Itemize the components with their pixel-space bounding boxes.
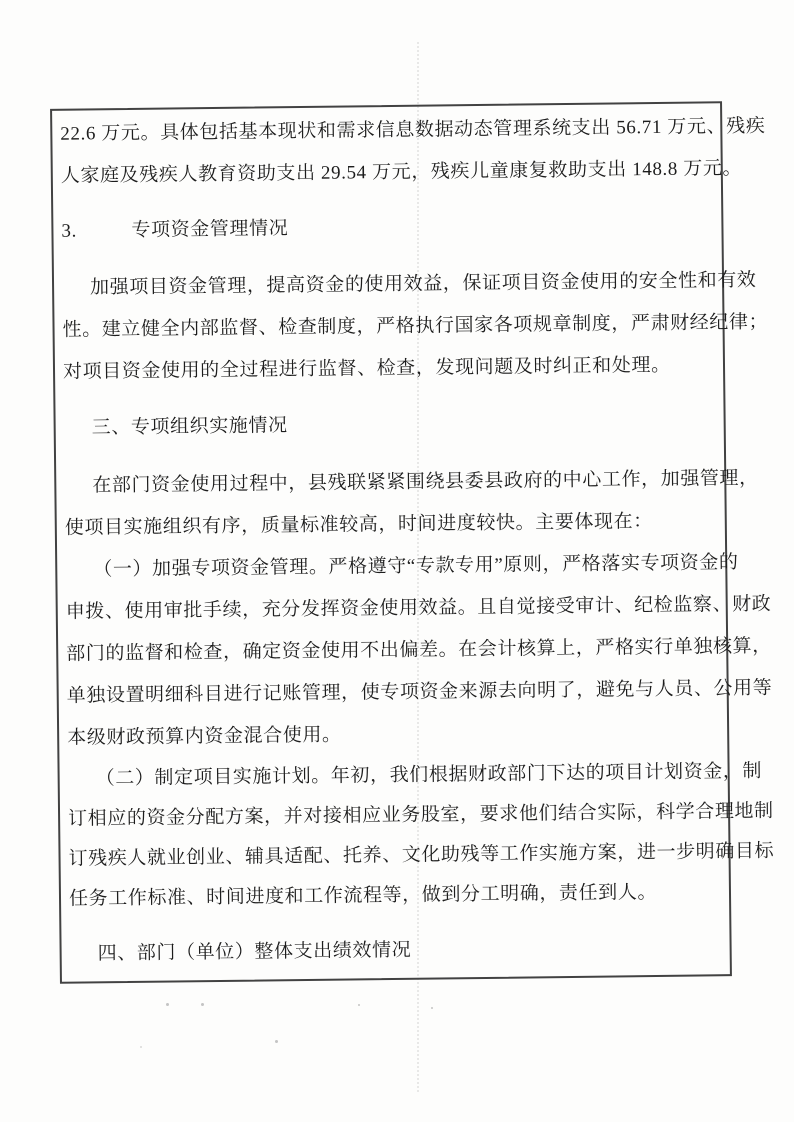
text-line: 部门的监督和检查，确定资金使用不出偏差。在会计核算上，严格实行单独核算， bbox=[66, 635, 772, 665]
heading-title: 专项资金管理情况 bbox=[131, 218, 289, 241]
text-line: 申拨、使用审批手续，充分发挥资金使用效益。且自觉接受审计、纪检监察、财政 bbox=[65, 593, 772, 623]
scan-speck bbox=[201, 1003, 204, 1006]
paragraph-fund-management bbox=[62, 260, 769, 393]
text-line: 任务工作标准、时间进度和工作流程等，做到分工明确，责任到人。 bbox=[68, 882, 658, 910]
heading-overall-expenditure: 四、部门（单位）整体支出绩效情况 bbox=[97, 939, 412, 965]
text-line: 本级财政预算内资金混合使用。 bbox=[67, 724, 342, 749]
scan-speck bbox=[358, 1004, 360, 1006]
scan-speck bbox=[140, 1046, 142, 1048]
paragraph-implementation-intro bbox=[64, 458, 759, 549]
text-line: 22.6 万元。具体包括基本现状和需求信息数据动态管理系统支出 56.71 万元、残疾 bbox=[60, 115, 766, 145]
text-line: 在部门资金使用过程中，县残联紧紧围绕县委县政府的中心工作，加强管理， bbox=[92, 467, 759, 497]
paragraph-item-one bbox=[65, 542, 773, 759]
paragraph-fund-breakdown bbox=[60, 106, 766, 197]
paragraph-item-two bbox=[67, 752, 775, 919]
text-line: 加强项目资金管理，提高资金的使用效益，保证项目资金使用的安全性和有效 bbox=[89, 269, 757, 299]
scan-speck bbox=[275, 1040, 278, 1043]
text-line: 使项目实施组织有序，质量标准较高，时间进度较快。主要体现在： bbox=[64, 511, 653, 539]
text-line: 订残疾人就业创业、辅具适配、托养、文化助残等工作实施方案，进一步明确目标 bbox=[68, 840, 775, 870]
heading-fund-management bbox=[61, 203, 713, 252]
text-line: （二）制定项目实施计划。年初，我们根据财政部门下达的项目计划资金，制 bbox=[95, 760, 763, 790]
heading-number: 3. bbox=[61, 220, 78, 242]
text-line: 人家庭及残疾人教育资助支出 29.54 万元，残疾儿童康复救助支出 148.8 万元。 bbox=[60, 157, 743, 187]
text-line: （一）加强专项资金管理。严格遵守“专款专用”原则，严格落实专项资金的 bbox=[93, 552, 739, 581]
text-line: 单独设置明细科目进行记账管理，使专项资金来源去向明了，避免与人员、公用等 bbox=[66, 677, 773, 707]
report-table-cell bbox=[50, 101, 775, 984]
scan-speck bbox=[166, 1003, 169, 1006]
text-line: 对项目资金使用的全过程进行监督、检查，发现问题及时纠正和处理。 bbox=[62, 354, 671, 383]
text-line: 性。建立健全内部监督、检查制度，严格执行国家各项规章制度，严肃财经纪律； bbox=[62, 311, 769, 341]
heading-implementation: 三、专项组织实施情况 bbox=[91, 415, 288, 439]
scan-speck bbox=[431, 1007, 433, 1009]
text-line: 订相应的资金分配方案，并对接相应业务股室，要求他们结合实际，科学合理地制 bbox=[67, 800, 774, 830]
